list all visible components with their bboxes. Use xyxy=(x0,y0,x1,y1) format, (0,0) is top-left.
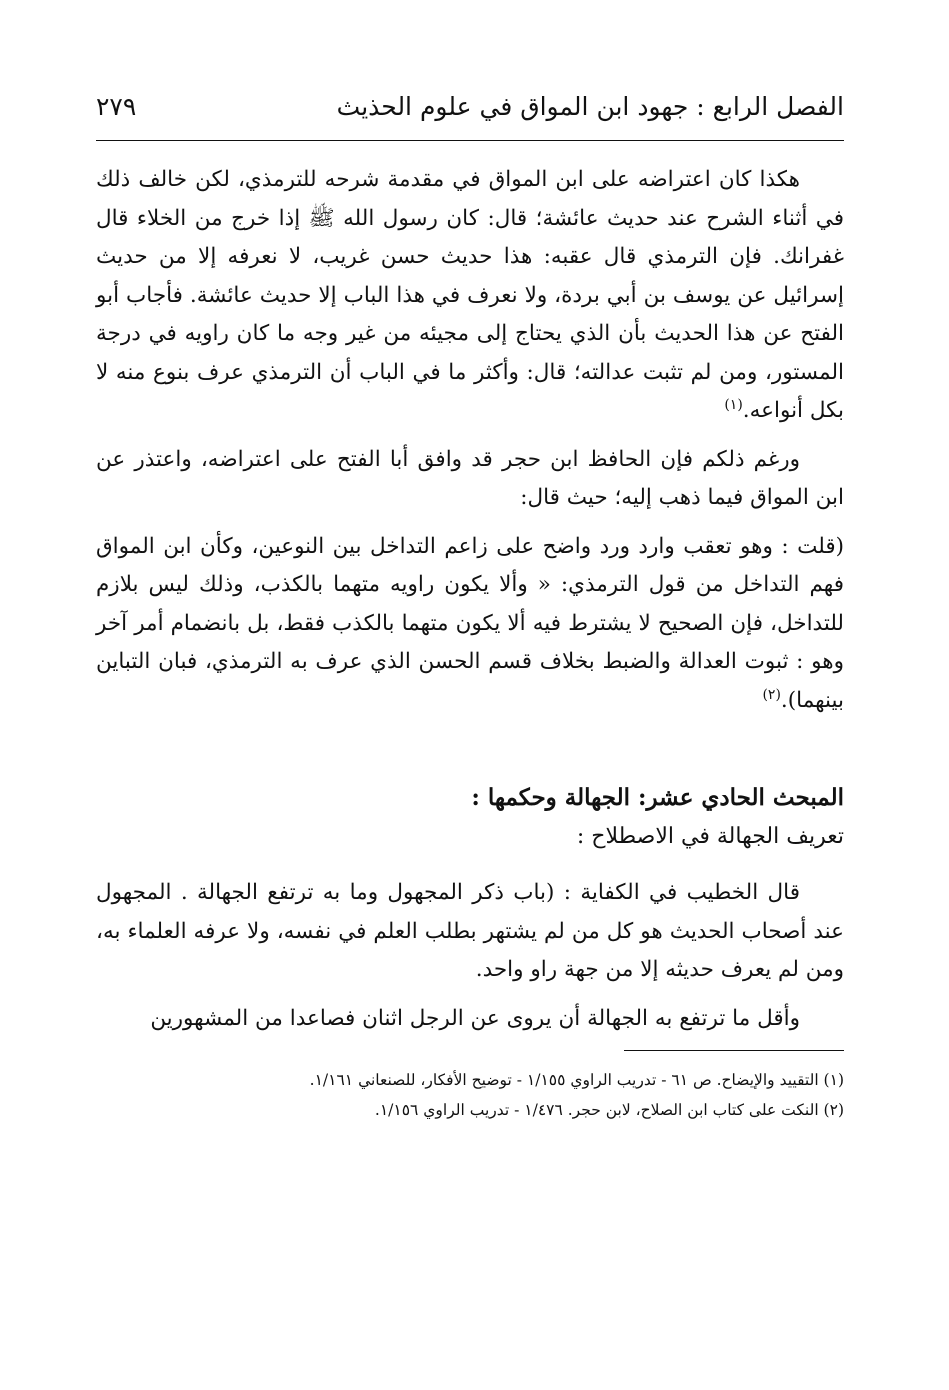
section-subheading: تعريف الجهالة في الاصطلاح : xyxy=(576,824,844,849)
footnote-rule xyxy=(624,1050,844,1051)
header-rule xyxy=(96,140,844,141)
quote-text: (قلت : وهو تعقب وارد ورد واضح على زاعم التداخل بين النوعين، وكأن ابن المواق فهم التداخل من قول الترمذي: « وألا يكون راويه متهما بالكذب، وذلك ليس بلازم للتداخل، فإن الصحيح لا يشترط فيه ألا يكون متهما بالكذب فقط، بل بانضمام أمر آخر وهو : ثبوت العدالة والضبط بخلاف قسم الحسن الذي عرف به الترمذي، فبان التباين بينهما). xyxy=(96,533,844,713)
quote-paragraph xyxy=(96,528,844,721)
paragraph-5: وأقل ما ترتفع به الجهالة أن يروى عن الرجل اثنان فصاعدا من المشهورين xyxy=(150,1005,800,1031)
paragraph-1 xyxy=(96,161,844,431)
footnote-2: (٢) النكت على كتاب ابن الصلاح، لابن حجر. ١/٤٧٦ - تدريب الراوي ١/١٥٦. xyxy=(374,1101,844,1119)
paragraph-2: ورغم ذلكم فإن الحافظ ابن حجر قد وافق أبا الفتح على اعتراضه، واعتذر عن ابن المواق فيما ذهب إليه؛ حيث قال: xyxy=(96,446,844,510)
footnote-ref-1: (١) xyxy=(724,396,743,413)
page-number: ٢٧٩ xyxy=(96,92,137,121)
paragraph-4: قال الخطيب في الكفاية : (باب ذكر المجهول وما به ترتفع الجهالة . المجهول عند أصحاب الحديث هو كل من لم يشتهر بطلب العلم في نفسه، ولا عرفه العلماء به، ومن لم يعرف حديثه إلا من جهة راو واحد. xyxy=(96,880,844,982)
footnote-1: (١) التقييد والإيضاح. ص ٦١ - تدريب الراوي ١/١٥٥ - توضيح الأفكار، للصنعاني ١/١٦١. xyxy=(309,1071,844,1089)
paragraph-1-text: هكذا كان اعتراضه على ابن المواق في مقدمة شرحه للترمذي، لكن خالف ذلك في أثناء الشرح عند حديث عائشة؛ قال: كان رسول الله ﷺ إذا خرج من الخلاء قال غفرانك. فإن الترمذي قال عقبه: هذا حديث حسن غريب، لا نعرفه إلا من حديث إسرائيل عن يوسف بن أبي بردة، ولا نعرف في هذا الباب إلا حديث عائشة. فأجاب أبو الفتح عن هذا الحديث بأن الذي يحتاج إلى مجيئه من غير وجه ما كان راويه في درجة المستور، ومن لم تثبت عدالته؛ قال: وأكثر ما في الباب أن الترمذي عرف بنوع منه لا بكل أنواعه. xyxy=(96,167,844,423)
page-header xyxy=(96,92,844,136)
book-page xyxy=(96,92,844,1125)
running-title: الفصل الرابع : جهود ابن المواق في علوم الحذيث xyxy=(336,92,844,121)
section-heading: المبحث الحادي عشر: الجهالة وحكمها : xyxy=(471,784,844,811)
footnote-ref-2: (٢) xyxy=(762,686,781,703)
